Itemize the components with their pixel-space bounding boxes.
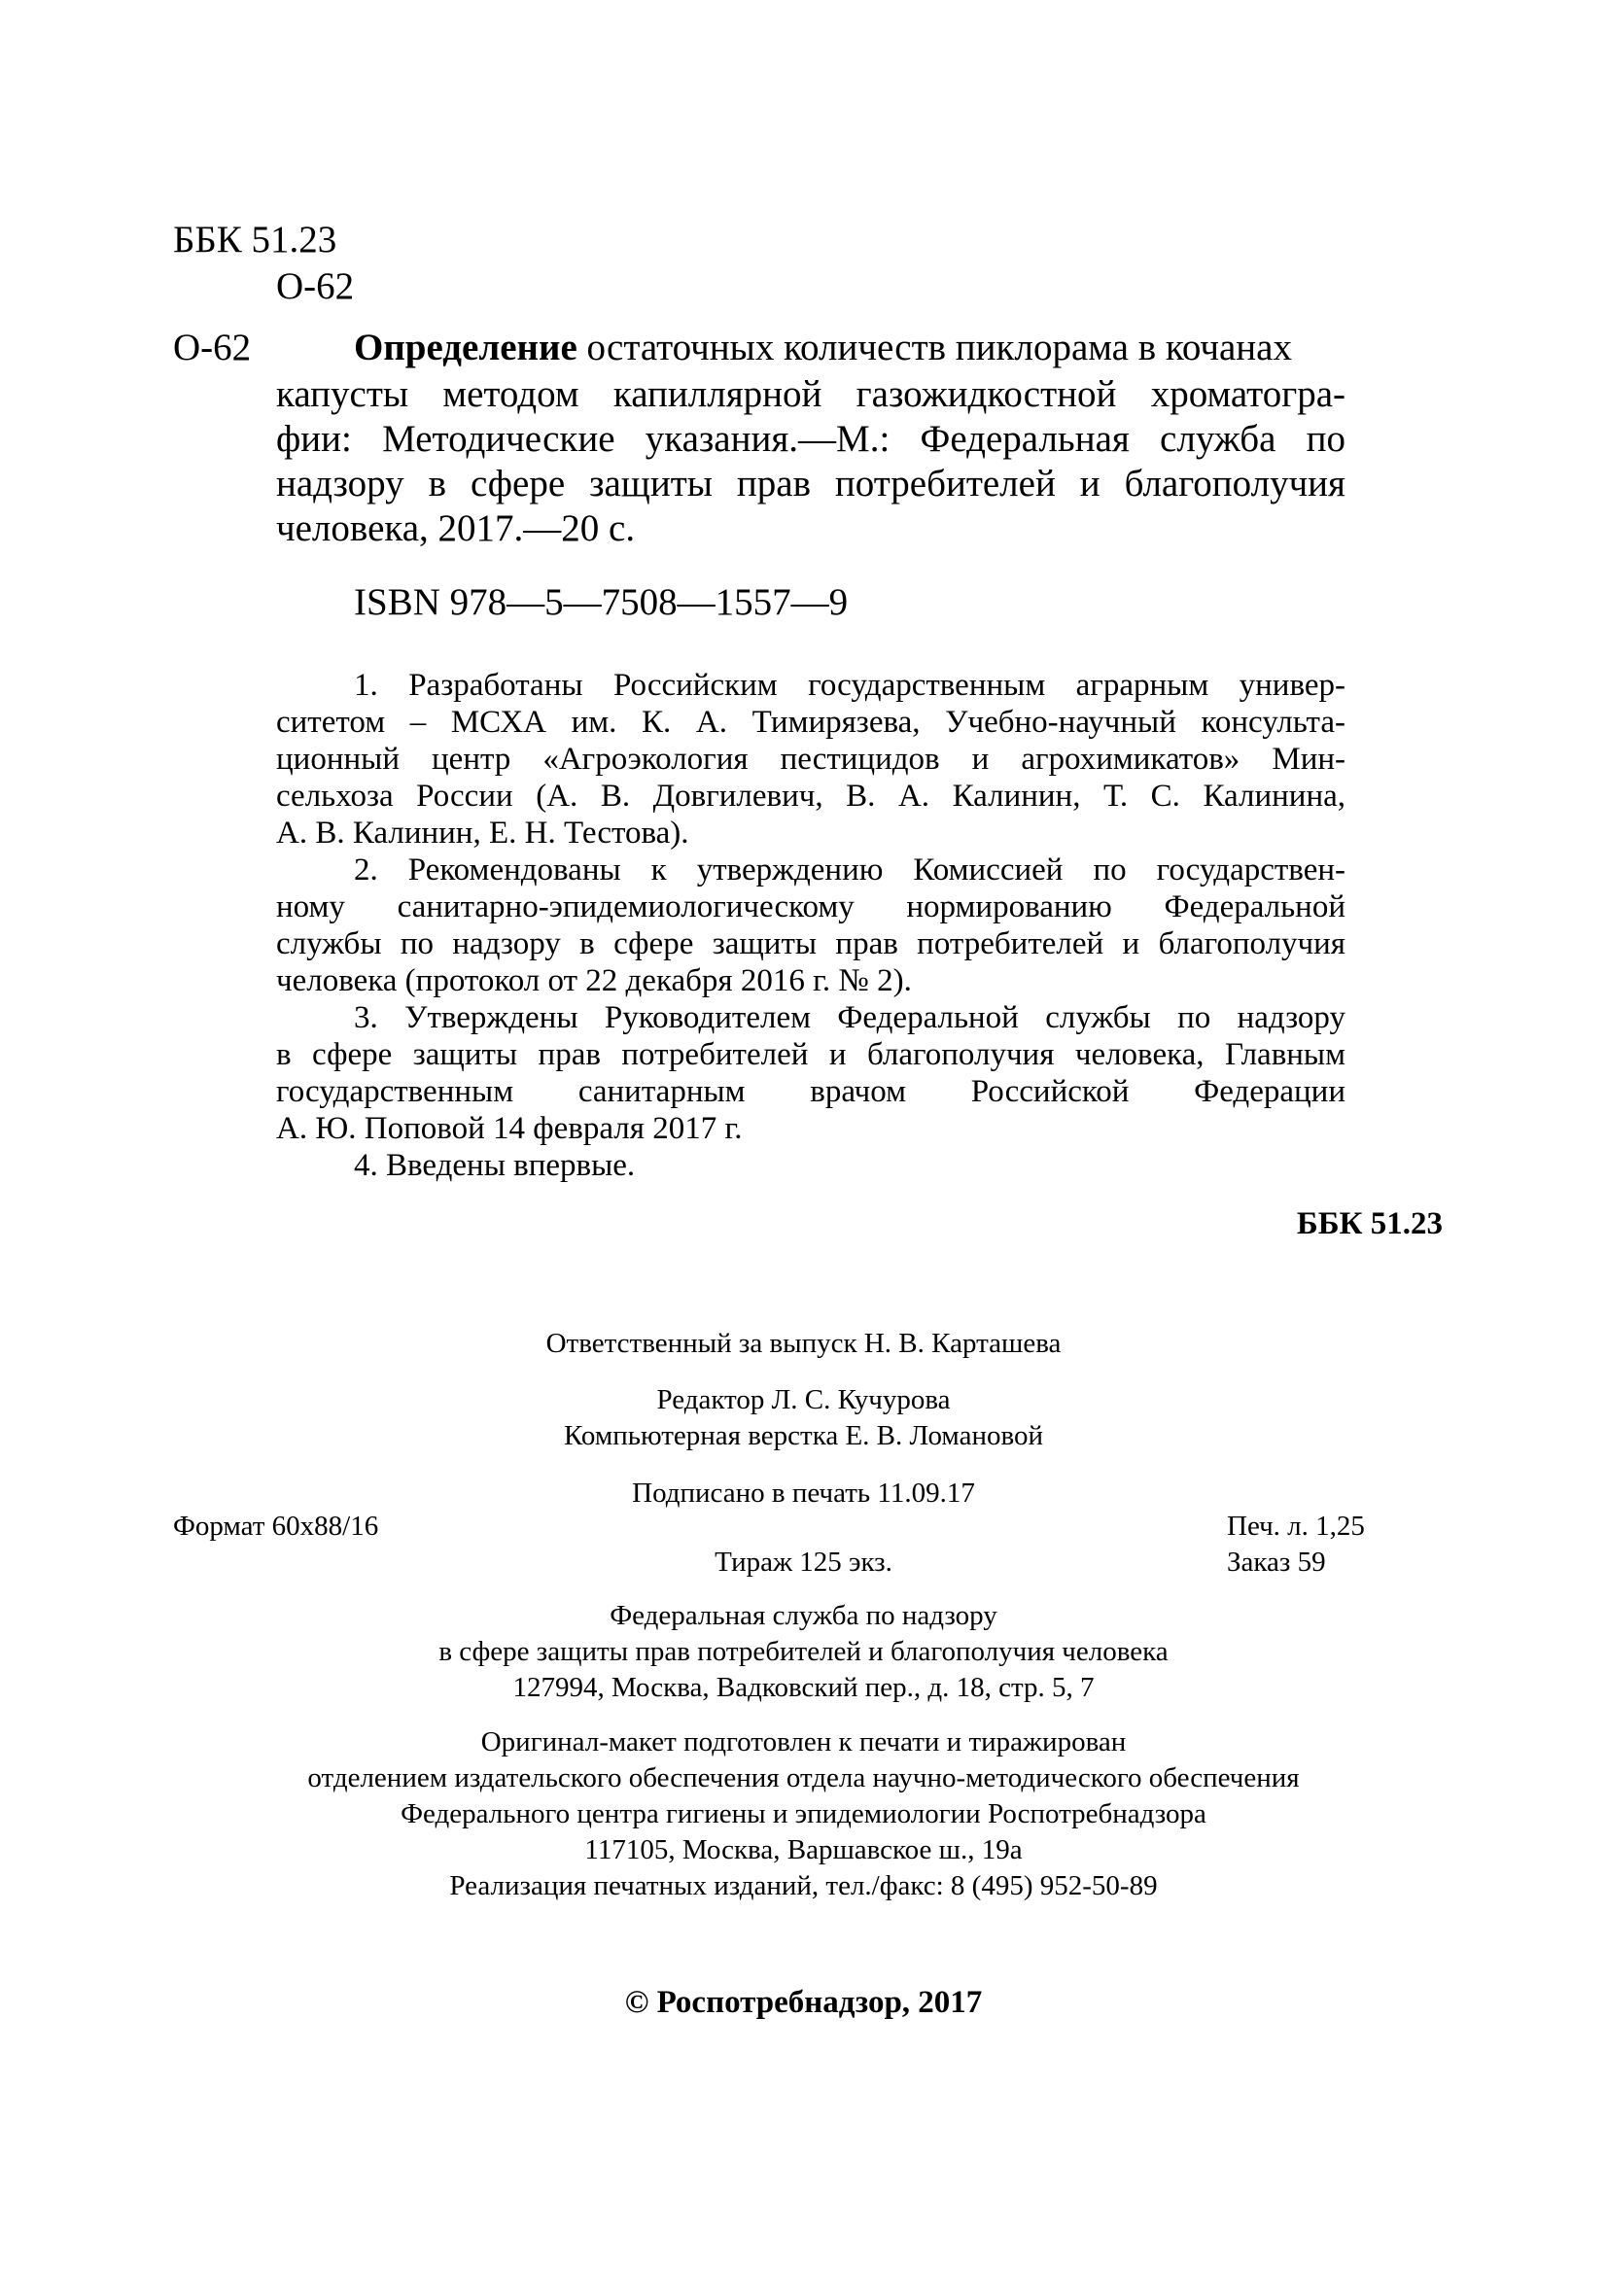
note-line: службы по надзору в сфере защиты прав потребителей и благополучия bbox=[276, 926, 1345, 961]
note-line: 4. Введены впервые. bbox=[354, 1148, 636, 1183]
bib-line-3: фии: Методические указания.—М.: Федеральная служба по bbox=[276, 418, 1345, 460]
note-line: ситетом – МСХА им. К. А. Тимирязева, Учебно-научный консульта- bbox=[276, 705, 1345, 740]
note-line: А. В. Калинин, Е. Н. Тестова). bbox=[276, 816, 689, 851]
bib-line-1: Определение остаточных количеств пиклорама в кочанах bbox=[354, 327, 1292, 368]
print-sheets: Печ. л. 1,25 bbox=[1227, 1511, 1365, 1542]
bbk-code: ББК 51.23 bbox=[173, 219, 337, 261]
note-line: сельхоза России (А. В. Довгилевич, В. А. Калинин, Т. С. Калинина, bbox=[276, 779, 1345, 814]
order-number: Заказ 59 bbox=[1227, 1547, 1326, 1578]
print-run: Тираж 125 экз. bbox=[715, 1547, 892, 1578]
signed-date: Подписано в печать 11.09.17 bbox=[632, 1478, 975, 1509]
paper-format: Формат 60x88/16 bbox=[173, 1511, 379, 1542]
bib-line-2: капусты методом капиллярной газожидкостной хроматогра- bbox=[276, 373, 1345, 415]
note-line: ционный центр «Агроэкология пестицидов и агрохимикатов» Мин- bbox=[276, 742, 1345, 777]
note-line: 2. Рекомендованы к утверждению Комиссией по государствен- bbox=[354, 852, 1345, 887]
note-line: ному санитарно-эпидемиологическому нормированию Федеральной bbox=[276, 889, 1345, 924]
copyright: © Роспотребнадзор, 2017 bbox=[624, 1985, 983, 2020]
note-line: в сфере защиты прав потребителей и благополучия человека, Главным bbox=[276, 1037, 1345, 1072]
bib-title-bold: Определение bbox=[354, 327, 577, 368]
printer-line: Реализация печатных изданий, тел./факс: 8 (495) 952-50-89 bbox=[449, 1870, 1158, 1901]
isbn: ISBN 978—5—7508—1557—9 bbox=[354, 581, 849, 623]
author-mark: О-62 bbox=[276, 265, 355, 307]
printer-line: 117105, Москва, Варшавское ш., 19а bbox=[584, 1834, 1023, 1865]
responsible-editor: Ответственный за выпуск Н. В. Карташева bbox=[545, 1328, 1062, 1359]
publisher-line: Федеральная служба по надзору bbox=[610, 1600, 997, 1631]
note-line: А. Ю. Поповой 14 февраля 2017 г. bbox=[276, 1111, 743, 1146]
bbk-right: ББК 51.23 bbox=[1296, 1206, 1443, 1241]
note-line: 1. Разработаны Российским государственным аграрным универ- bbox=[354, 668, 1345, 703]
publisher-line: 127994, Москва, Вадковский пер., д. 18, стр. 5, 7 bbox=[512, 1672, 1095, 1703]
editor: Редактор Л. С. Кучурова bbox=[656, 1384, 951, 1415]
printer-line: Федерального центра гигиены и эпидемиологии Роспотребнадзора bbox=[401, 1798, 1206, 1829]
bib-code: О-62 bbox=[173, 327, 252, 368]
note-line: человека (протокол от 22 декабря 2016 г. № 2). bbox=[276, 963, 912, 998]
printer-line: Оригинал-макет подготовлен к печати и тиражирован bbox=[480, 1726, 1127, 1757]
note-line: государственным санитарным врачом Российской Федерации bbox=[276, 1074, 1345, 1109]
bib-line-5: человека, 2017.—20 с. bbox=[276, 507, 636, 549]
bib-line-4: надзору в сфере защиты прав потребителей и благополучия bbox=[276, 463, 1345, 504]
publisher-line: в сфере защиты прав потребителей и благополучия человека bbox=[438, 1636, 1169, 1667]
note-line: 3. Утверждены Руководителем Федеральной службы по надзору bbox=[354, 1000, 1345, 1035]
printer-line: отделением издательского обеспечения отдела научно-методического обеспечения bbox=[307, 1762, 1300, 1793]
layout-credit: Компьютерная верстка Е. В. Ломановой bbox=[564, 1420, 1043, 1451]
